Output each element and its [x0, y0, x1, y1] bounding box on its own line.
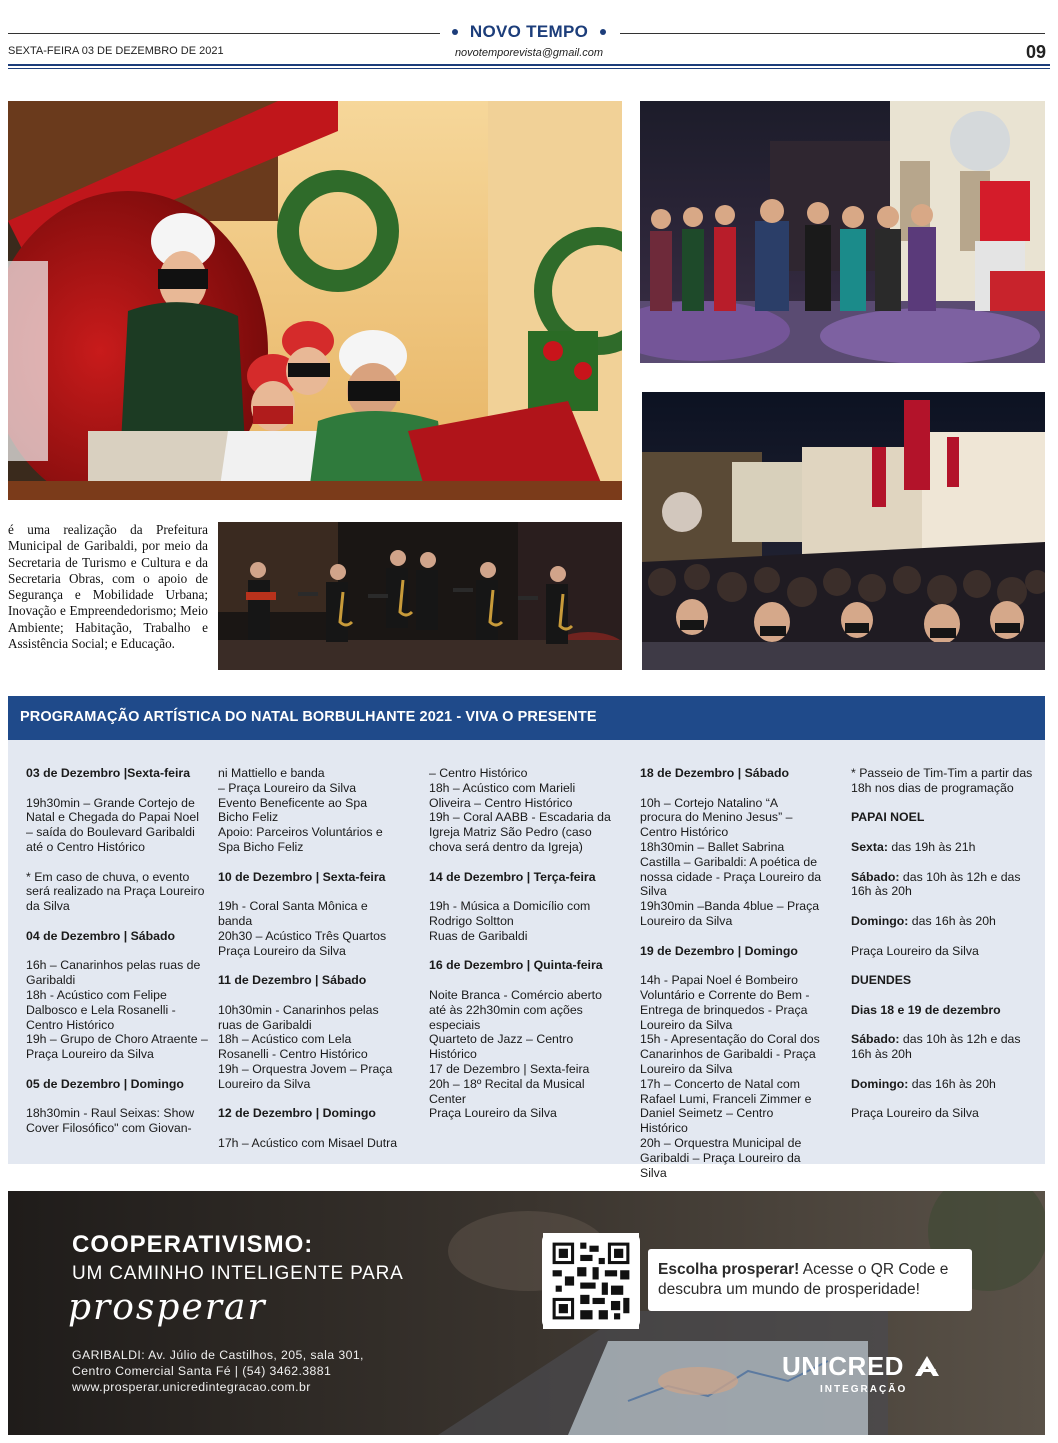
col5-entry	[851, 840, 1033, 855]
entry-text: ni Mattiello e banda – Praça Loureiro da Silva Evento Beneficente ao Spa Bicho Feliz Apoio: Parceiros Voluntários e Spa Bicho Feliz	[218, 766, 383, 854]
entry-text: das 19h às 21h	[887, 839, 976, 854]
entry-heading: 04 de Dezembro | Sábado	[26, 928, 175, 943]
col5-entry	[851, 1032, 1033, 1062]
entry-text: 17h – Acústico com Misael Dutra	[218, 1135, 398, 1150]
col3-entry	[429, 899, 611, 943]
col5-entry	[851, 914, 1033, 929]
entry-text: * Passeio de Tim-Tim a partir das 18h nos dias de programação	[851, 766, 1033, 795]
unicred-logo-icon	[914, 1355, 940, 1377]
entry-heading: DUENDES	[851, 973, 912, 988]
entry-text: – Centro Histórico 18h – Acústico com Marieli Oliveira – Centro Histórico 19h – Coral AABB - Escadaria da Igreja Matriz São Pedro (caso chova será dentro da Igreja)	[429, 766, 611, 854]
col1-entry	[26, 766, 208, 781]
unicred-logo-text: UNICRED	[782, 1351, 904, 1381]
col1-entry	[26, 1106, 208, 1136]
ad-subtitle: UM CAMINHO INTELIGENTE PARA	[72, 1263, 404, 1284]
entry-heading: 12 de Dezembro | Domingo	[218, 1106, 376, 1121]
cta-text	[658, 1260, 972, 1300]
entry-heading: Sábado:	[851, 869, 900, 884]
unicred-ad	[8, 1191, 1045, 1435]
entry-heading: 11 de Dezembro | Sábado	[218, 973, 367, 988]
page-number: 09	[1025, 42, 1046, 62]
entry-heading: 14 de Dezembro | Terça-feira	[429, 869, 596, 884]
cta-rest: Acesse o QR Code e descubra um mundo de prosperidade!	[658, 1261, 949, 1298]
programacao-col-1	[26, 766, 208, 1151]
entry-text: 10h30min - Canarinhos pelas ruas de Garibaldi 18h – Acústico com Lela Rosanelli - Centro Histórico 19h – Orquestra Jovem – Praça Loureiro da Silva	[218, 1002, 393, 1091]
col2-entry	[218, 1106, 400, 1121]
ad-title: COOPERATIVISMO:	[72, 1231, 314, 1258]
entry-heading: Sábado:	[851, 1032, 900, 1047]
entry-text: Noite Branca - Comércio aberto até às 22h30min com ações especiais Quarteto de Jazz – Centro Histórico 17 de Dezembro | Sexta-feira 20h – 18º Recital da Musical Center Praça Loureiro da Silva	[429, 987, 602, 1121]
col3-entry	[429, 958, 611, 973]
col4-entry	[640, 973, 822, 1180]
entry-heading: 18 de Dezembro | Sábado	[640, 766, 789, 780]
entry-heading: Domingo:	[851, 1076, 909, 1091]
entry-heading: 16 de Dezembro | Quinta-feira	[429, 958, 603, 973]
col4-entry	[640, 944, 822, 959]
entry-text: Praça Loureiro da Silva	[851, 1106, 979, 1121]
entry-text: das 10h às 12h e das 16h às 20h	[851, 869, 1021, 899]
entry-text: 19h - Música a Domicílio com Rodrigo Soltton Ruas de Garibaldi	[429, 899, 591, 943]
entry-text: das 10h às 12h e das 16h às 20h	[851, 1032, 1021, 1062]
photo-stage-ceremony	[640, 101, 1045, 363]
col2-entry	[218, 766, 400, 855]
photo-crowd-street	[642, 392, 1045, 670]
photo-santa-house	[8, 101, 622, 500]
entry-heading: 03 de Dezembro |Sexta-feira	[26, 766, 191, 780]
col5-entry	[851, 1003, 1033, 1018]
col2-entry	[218, 973, 400, 988]
col3-entry	[429, 870, 611, 885]
col5-entry	[851, 766, 1033, 796]
entry-heading: PAPAI NOEL	[851, 810, 925, 825]
masthead-title: NOVO TEMPO	[469, 22, 589, 41]
col5-entry	[851, 944, 1033, 959]
entry-heading: 19 de Dezembro | Domingo	[640, 943, 798, 958]
ad-script-word: prosperar	[68, 1287, 267, 1328]
col3-entry	[429, 988, 611, 1121]
entry-text: * Em caso de chuva, o evento será realizado na Praça Loureiro da Silva	[26, 869, 205, 914]
entry-heading: Sexta:	[851, 839, 888, 854]
col4-entry	[640, 766, 822, 781]
col5-entry	[851, 1106, 1033, 1121]
cta-bold: Escolha prosperar!	[658, 1261, 800, 1278]
ad-address-url[interactable]: www.prosperar.unicredintegracao.com.br	[72, 1380, 311, 1394]
col1-entry	[26, 796, 208, 855]
photo-band-concert	[218, 522, 622, 670]
qr-code[interactable]	[542, 1233, 640, 1329]
entry-text: 10h – Cortejo Natalino “A procura do Menino Jesus” – Centro Histórico 18h30min – Ballet Sabrina Castilla – Garibaldi: A poética de nossa cidade - Praça Loureiro da Silva 19h30min –Banda 4blue – Praça Loureiro da Silva	[640, 795, 822, 928]
entry-text: das 16h às 20h	[908, 1076, 996, 1091]
programacao-col-3	[429, 766, 611, 1136]
entry-text: 19h - Coral Santa Mônica e banda 20h30 – Acústico Três Quartos Praça Loureiro da Silva	[218, 899, 387, 958]
cta-box	[648, 1249, 972, 1311]
col2-entry	[218, 870, 400, 885]
programacao-col-2	[218, 766, 400, 1166]
ad-address-line1: GARIBALDI: Av. Júlio de Castilhos, 205, sala 301,	[72, 1348, 364, 1362]
entry-text: Praça Loureiro da Silva	[851, 943, 979, 958]
article-text: é uma realização da Prefeitura Municipal de Garibaldi, por meio da Secretaria de Turismo e Cultura e da Secretaria Obras, com o apoio de Segurança e Mobilidade Urbana; Inovação e Empreendedorismo; Meio Ambiente; Habitação, Trabalho e Assistência Social; e Educação.	[8, 522, 208, 652]
entry-heading: 10 de Dezembro | Sexta-feira	[218, 869, 386, 884]
col2-entry	[218, 1003, 400, 1092]
col2-entry	[218, 1136, 400, 1151]
entry-heading: Dias 18 e 19 de dezembro	[851, 1002, 1001, 1017]
masthead-email: novotemporevista@gmail.com	[454, 47, 604, 59]
unicred-logo-sub: INTEGRAÇÃO	[820, 1384, 908, 1395]
col5-entry	[851, 870, 1033, 900]
entry-text: 18h30min - Raul Seixas: Show Cover Filosófico" com Giovan-	[26, 1106, 195, 1136]
entry-text: 14h - Papai Noel é Bombeiro Voluntário e Corrente do Bem - Entrega de brinquedos - Praça Loureiro da Silva 15h - Apresentação do Coral dos Canarinhos de Garibaldi - Praça Loureiro da Silva 17h – Concerto de Natal com Rafael Lumi, Franceli Zimmer e Daniel Seimetz – Centro Histórico 20h – Orquestra Municipal de Garibaldi – Praça Loureiro da Silva	[640, 973, 820, 1180]
entry-heading: Domingo:	[851, 913, 909, 928]
programacao-col-4	[640, 766, 822, 1195]
col4-entry	[640, 796, 822, 929]
col5-entry	[851, 810, 1033, 825]
entry-heading: 05 de Dezembro | Domingo	[26, 1076, 184, 1091]
programacao-title: PROGRAMAÇÃO ARTÍSTICA DO NATAL BORBULHANTE 2021 - VIVA O PRESENTE	[20, 709, 597, 725]
unicred-logo	[782, 1351, 940, 1382]
col5-entry	[851, 1077, 1033, 1092]
entry-text: das 16h às 20h	[908, 913, 996, 928]
entry-text: 19h30min – Grande Cortejo de Natal e Chegada do Papai Noel – saída do Boulevard Garibaldi até o Centro Histórico	[26, 795, 199, 854]
ad-address	[72, 1347, 364, 1395]
header-rule	[8, 64, 1050, 66]
col1-entry	[26, 1077, 208, 1092]
col2-entry	[218, 899, 400, 958]
entry-text: 16h – Canarinhos pelas ruas de Garibaldi 18h - Acústico com Felipe Dalbosco e Lela Rosanelli - Centro Histórico 19h – Grupo de Choro Atraente – Praça Loureiro da Silva	[26, 958, 208, 1062]
col3-entry	[429, 766, 611, 855]
qr-code-icon	[542, 1233, 640, 1329]
col5-entry	[851, 973, 1033, 988]
ad-address-line2: Centro Comercial Santa Fé | (54) 3462.3881	[72, 1364, 332, 1378]
col1-entry	[26, 870, 208, 914]
dateline: SEXTA-FEIRA 03 DE DEZEMBRO DE 2021	[8, 45, 224, 57]
programacao-col-5	[851, 766, 1033, 1136]
programacao-header	[8, 696, 1045, 740]
col1-entry	[26, 929, 208, 944]
header-rule-thin	[8, 68, 1050, 69]
col1-entry	[26, 958, 208, 1062]
